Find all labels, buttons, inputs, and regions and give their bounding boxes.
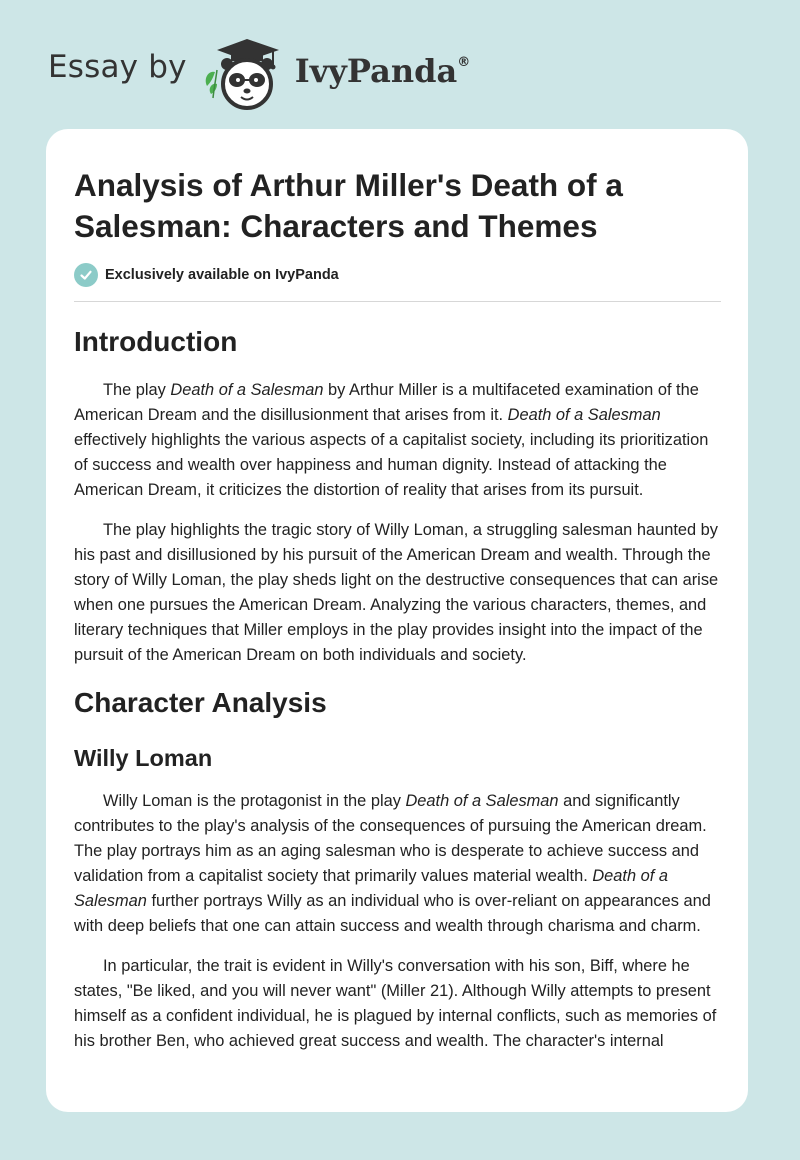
exclusive-badge — [74, 263, 721, 302]
heading-character-analysis: Character Analysis — [74, 687, 327, 718]
essay-by-label: Essay by — [48, 49, 187, 85]
check-icon — [74, 263, 98, 287]
brand-name[interactable]: IvyPanda® — [294, 52, 471, 90]
article-title: Analysis of Arthur Miller's Death of a Salesman: Characters and Themes — [74, 167, 623, 244]
paragraph-intro-2: The play highlights the tragic story of Willy Loman, a struggling salesman haunted by his past and disillusioned by his pursuit of the American Dream and wealth. Through the story of Willy Loman, the play sheds light on the destructive consequences that can arise when one pursues the American Dream. Analyzing the various characters, themes, and literary techniques that Miller employs in the play provides insight into the impact of the pursuit of the American Dream on both individuals and society. — [74, 521, 719, 664]
paragraph-willy-1: Willy Loman is the protagonist in the play Death of a Salesman and significantly contributes to the play's analysis of the consequences of pursuing the American dream. The play portrays him as an aging salesman who is desperate to achieve success and validation from a capitalist society that primarily values material wealth. Death of a Salesman further portrays Willy as an individual who is over-reliant on appearances and with deep beliefs that one can attain success and wealth through charisma and charm. — [74, 792, 711, 935]
article-card — [46, 129, 748, 1112]
paragraph-willy-2: In particular, the trait is evident in Willy's conversation with his son, Biff, where he states, "Be liked, and you will never want" (Miller 21). Although Willy attempts to present himself as a confident individual, he is plagued by internal conflicts, such as memories of his brother Ben, who achieved great success and wealth. The character's internal — [74, 957, 717, 1050]
trademark-symbol: ® — [457, 55, 471, 71]
site-header — [48, 34, 470, 114]
book-title: Death of a Salesman — [405, 792, 559, 810]
panda-logo-icon[interactable] — [201, 36, 287, 112]
heading-willy-loman: Willy Loman — [74, 745, 213, 771]
heading-introduction: Introduction — [74, 326, 238, 357]
book-title: Death of a Salesman — [507, 406, 661, 424]
paragraph-intro-1: The play Death of a Salesman by Arthur Miller is a multifaceted examination of the American Dream and the disillusionment that arises from it. Death of a Salesman effectively highlights the various aspects of a capitalist society, including its prioritization of success and wealth over happiness and human dignity. Instead of attacking the American Dream, it criticizes the distortion of reality that arises from its pursuit. — [74, 381, 709, 499]
book-title: Death of a Salesman — [170, 381, 324, 399]
exclusive-badge-label: Exclusively available on IvyPanda — [105, 267, 339, 283]
book-title: Death of a Salesman — [74, 867, 668, 910]
